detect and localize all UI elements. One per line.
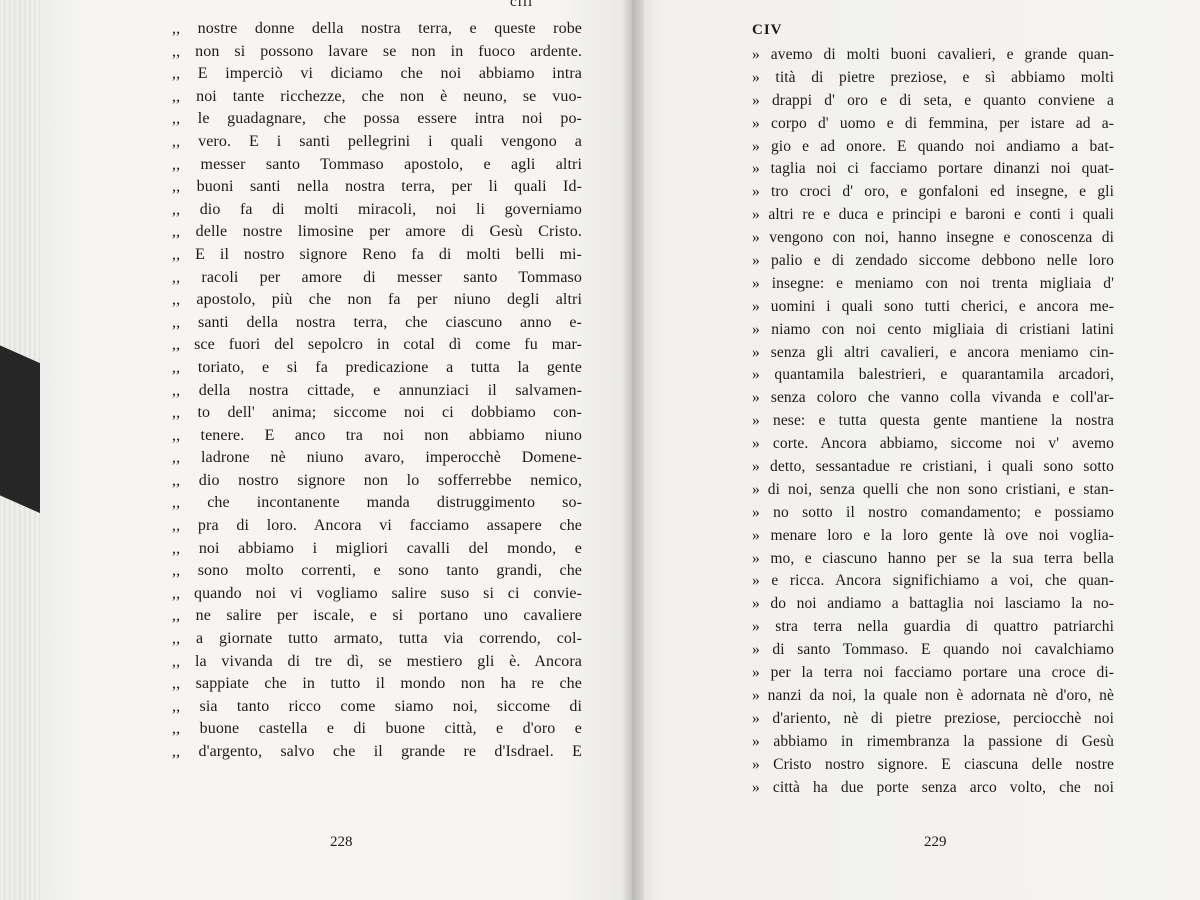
text-line: » tro croci d' oro, e gonfaloni ed insegne, e gli bbox=[752, 183, 1114, 201]
text-line: » niamo con noi cento migliaia di cristiani latini bbox=[752, 320, 1114, 338]
text-line: » palio e di zendado siccome debbono nelle loro bbox=[752, 252, 1114, 270]
text-line: » avemo di molti buoni cavalieri, e grande quan- bbox=[752, 46, 1114, 63]
text-line: ,, non si possono lavare se non in fuoco ardente. bbox=[172, 42, 582, 60]
text-line: ,, quando noi vi vogliamo salire suso si ci convie- bbox=[172, 584, 582, 602]
left-page-text bbox=[172, 18, 582, 764]
text-line: » nanzi da noi, la quale non è adornata nè d'oro, nè bbox=[752, 686, 1114, 704]
text-line: » insegne: e meniamo con noi trenta migliaia d' bbox=[752, 274, 1114, 292]
text-line: ,, dio fa di molti miracoli, noi li governiamo bbox=[172, 200, 582, 218]
text-line: ,, vero. E i santi pellegrini i quali vengono a bbox=[172, 132, 582, 150]
text-line: » nese: e tutta questa gente mantiene la nostra bbox=[752, 412, 1114, 430]
text-line: » di noi, senza quelli che non sono cristiani, e stan- bbox=[752, 480, 1114, 498]
text-line: ,, sappiate che in tutto il mondo non ha re che bbox=[172, 675, 582, 693]
text-line: » Cristo nostro signore. E ciascuna delle nostre bbox=[752, 755, 1114, 773]
text-line: ,, E imperciò vi diciamo che noi abbiamo intra bbox=[172, 65, 582, 83]
running-header-right: CIV bbox=[752, 22, 783, 38]
text-line: » altri re e duca e principi e baroni e conti i quali bbox=[752, 206, 1114, 224]
text-line: » di santo Tommaso. E quando noi cavalchiamo bbox=[752, 641, 1114, 659]
text-line: » abbiamo in rimembranza la passione di Gesù bbox=[752, 732, 1114, 750]
text-line: » d'ariento, nè di pietre preziose, perciocchè noi bbox=[752, 709, 1114, 727]
text-line: » per la terra noi facciamo portare una croce di- bbox=[752, 664, 1114, 682]
text-line: ,, santi della nostra terra, che ciascuno anno e- bbox=[172, 313, 582, 331]
text-line: ,, buoni santi nella nostra terra, per li quali Id- bbox=[172, 178, 582, 196]
text-line: ,, to dell' anima; siccome noi ci dobbiamo con- bbox=[172, 404, 582, 422]
text-line: ,, pra di loro. Ancora vi facciamo assapere che bbox=[172, 517, 582, 535]
text-line: ,, sce fuori del sepolcro in cotal dì come fu mar- bbox=[172, 336, 582, 354]
text-line: ,, le guadagnare, che possa essere intra noi po- bbox=[172, 110, 582, 128]
page-number-right: 229 bbox=[924, 834, 947, 850]
text-line: » e ricca. Ancora significhiamo a voi, che quan- bbox=[752, 572, 1114, 590]
text-line: » senza coloro che vanno colla vivanda e coll'ar- bbox=[752, 389, 1114, 407]
text-line: » stra terra nella guardia di quattro patriarchi bbox=[752, 618, 1114, 636]
text-line: ,, toriato, e si fa predicazione a tutta la gente bbox=[172, 358, 582, 376]
text-line: » senza gli altri cavalieri, e ancora meniamo cin- bbox=[752, 343, 1114, 361]
text-line: ,, d'argento, salvo che il grande re d'Isdrael. E bbox=[172, 743, 582, 760]
text-line: ,, ne salire per iscale, e si portano uno cavaliere bbox=[172, 607, 582, 625]
text-line: » menare loro e la loro gente là ove noi voglia- bbox=[752, 526, 1114, 544]
text-line: » drappi d' oro e di seta, e quanto conviene a bbox=[752, 91, 1114, 109]
left-page bbox=[40, 0, 632, 900]
text-line: » mo, e ciascuno hanno per se la sua terra bella bbox=[752, 549, 1114, 567]
text-line: ,, buone castella e di buone città, e d'oro e bbox=[172, 720, 582, 738]
text-line: ,, ladrone nè niuno avaro, imperocchè Domene- bbox=[172, 449, 582, 467]
text-line: » no sotto il nostro comandamento; e possiamo bbox=[752, 503, 1114, 521]
text-line: ,, la vivanda di tre dì, se mestiero gli è. Ancora bbox=[172, 652, 582, 670]
text-line: ,, sia tanto ricco come siamo noi, siccome di bbox=[172, 697, 582, 715]
text-line: » tità di pietre preziose, e sì abbiamo molti bbox=[752, 68, 1114, 86]
text-line: ,, della nostra cittade, e annunziaci il salvamen- bbox=[172, 381, 582, 399]
text-line: » taglia noi ci facciamo portare dinanzi noi quat- bbox=[752, 160, 1114, 178]
text-line: » città ha due porte senza arco volto, che noi bbox=[752, 778, 1114, 796]
text-line: ,, che incontanente manda distruggimento so- bbox=[172, 494, 582, 512]
text-line: ,, racoli per amore di messer santo Tommaso bbox=[172, 268, 582, 286]
text-line: ,, noi tante ricchezze, che non è neuno, se vuo- bbox=[172, 87, 582, 105]
book-gutter bbox=[622, 0, 644, 900]
text-line: ,, sono molto correnti, e sono tanto grandi, che bbox=[172, 562, 582, 580]
text-line: » vengono con noi, hanno insegne e conoscenza di bbox=[752, 229, 1114, 247]
text-line: ,, noi abbiamo i migliori cavalli del mondo, e bbox=[172, 539, 582, 557]
text-line: » quantamila balestrieri, e quarantamila arcadori, bbox=[752, 366, 1114, 384]
text-line: » gio e ad onore. E quando noi andiamo a bat- bbox=[752, 137, 1114, 155]
text-line: ,, a giornate tutto armato, tutta via correndo, col- bbox=[172, 630, 582, 648]
text-line: ,, apostolo, più che non fa per niuno degli altri bbox=[172, 291, 582, 309]
text-line: » corpo d' uomo e di femmina, per istare ad a- bbox=[752, 114, 1114, 132]
text-line: ,, messer santo Tommaso apostolo, e agli altri bbox=[172, 155, 582, 173]
text-line: » uomini i quali sono tutti cherici, e ancora me- bbox=[752, 297, 1114, 315]
page-number-left: 228 bbox=[330, 834, 353, 850]
text-line: ,, dio nostro signore non lo sofferrebbe nemico, bbox=[172, 471, 582, 489]
text-line: ,, delle nostre limosine per amore di Gesù Cristo. bbox=[172, 223, 582, 241]
text-line: ,, tenere. E anco tra noi non abbiamo niuno bbox=[172, 426, 582, 444]
text-line: ,, E il nostro signore Reno fa di molti belli mi- bbox=[172, 245, 582, 263]
text-line: » do noi andiamo a battaglia noi lasciamo la no- bbox=[752, 595, 1114, 613]
text-line: ,, nostre donne della nostra terra, e queste robe bbox=[172, 20, 582, 37]
running-header-left: cııı bbox=[510, 0, 534, 10]
text-line: » corte. Ancora abbiamo, siccome noi v' avemo bbox=[752, 435, 1114, 453]
right-page-text bbox=[752, 44, 1114, 799]
text-line: » detto, sessantadue re cristiani, i quali sono sotto bbox=[752, 458, 1114, 476]
right-page bbox=[632, 0, 1200, 900]
